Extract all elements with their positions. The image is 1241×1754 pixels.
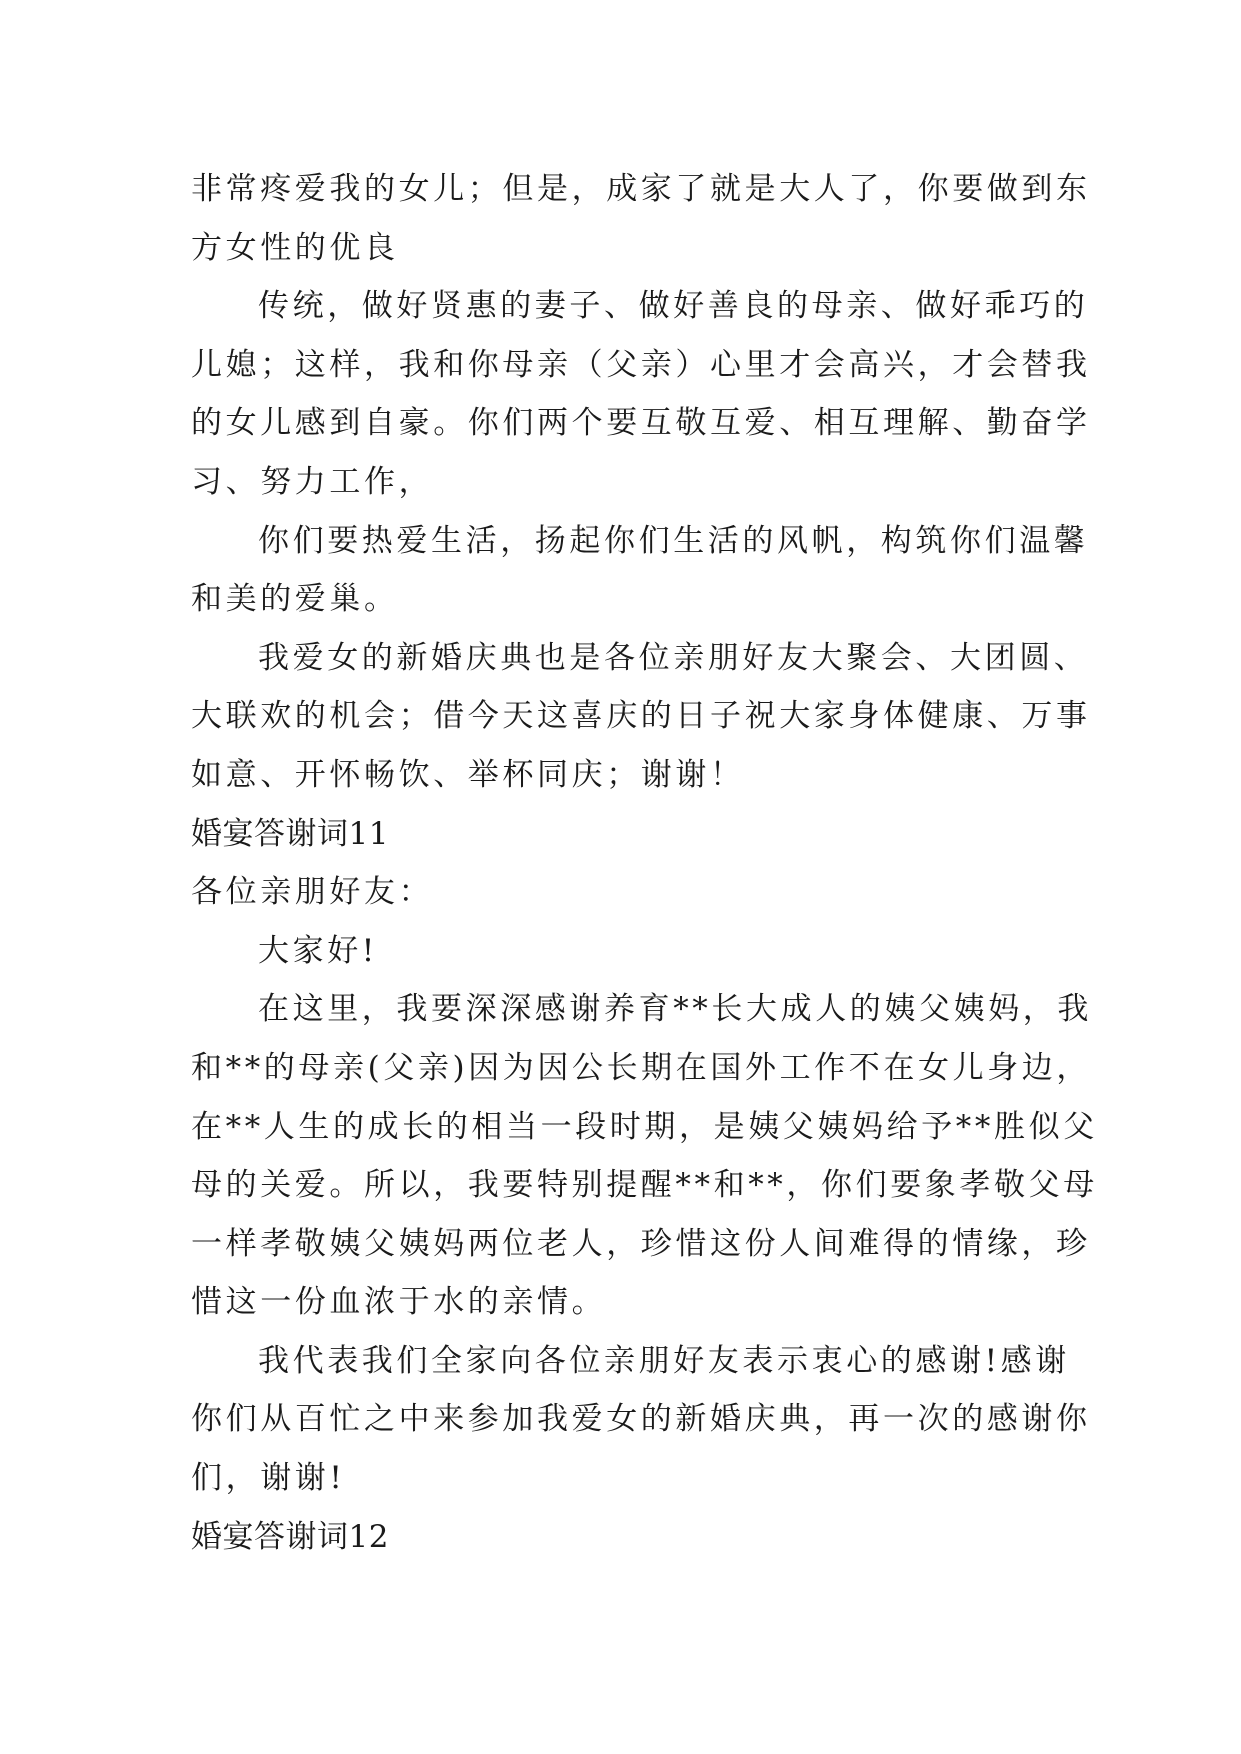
document-body xyxy=(191,160,1098,1566)
text-line: 你们要热爱生活，扬起你们生活的风帆，构筑你们温馨 xyxy=(258,522,1089,559)
heading-text: 婚宴答谢词12 xyxy=(191,1518,389,1555)
text-line: 惜这一份血浓于水的亲情。 xyxy=(191,1284,607,1321)
paragraph xyxy=(191,277,1091,511)
paragraph xyxy=(191,863,1066,922)
text-line: 传统，做好贤惠的妻子、做好善良的母亲、做好乖巧的 xyxy=(258,288,1089,325)
text-line: 我爱女的新婚庆典也是各位亲朋好友大聚会、大团圆、 xyxy=(258,639,1089,676)
text-line: 我代表我们全家向各位亲朋好友表示衷心的感谢!感谢 xyxy=(258,1342,1070,1379)
paragraph xyxy=(191,922,1066,981)
text-line: 儿媳；这样，我和你母亲（父亲）心里才会高兴，才会替我 xyxy=(191,346,1091,383)
text-line: 一样孝敬姨父姨妈两位老人，珍惜这份人间难得的情缘，珍 xyxy=(191,1225,1091,1262)
paragraph xyxy=(191,629,1091,805)
text-line: 各位亲朋好友： xyxy=(191,874,434,911)
text-line: 大家好! xyxy=(258,932,378,969)
text-line: 大联欢的机会；借今天这喜庆的日子祝大家身体健康、万事 xyxy=(191,698,1091,735)
section-heading xyxy=(191,805,1066,864)
text-line: 和美的爱巢。 xyxy=(191,581,399,618)
text-line: 和**的母亲(父亲)因为因公长期在国外工作不在女儿身边， xyxy=(191,1049,1091,1086)
text-line: 们，谢谢! xyxy=(191,1460,346,1497)
text-line: 方女性的优良 xyxy=(191,229,399,266)
paragraph xyxy=(191,980,1098,1332)
text-line: 在**人生的成长的相当一段时期，是姨父姨妈给予**胜似父 xyxy=(191,1108,1098,1145)
section-heading xyxy=(191,1508,1066,1567)
text-line: 如意、开怀畅饮、举杯同庆；谢谢！ xyxy=(191,756,745,793)
paragraph xyxy=(191,512,1089,629)
text-line: 非常疼爱我的女儿；但是，成家了就是大人了，你要做到东 xyxy=(191,171,1091,207)
text-line: 你们从百忙之中来参加我爱女的新婚庆典，再一次的感谢你 xyxy=(191,1401,1091,1438)
paragraph xyxy=(191,160,1091,277)
paragraph xyxy=(191,1332,1091,1508)
text-line: 母的关爱。所以，我要特别提醒**和**，你们要象孝敬父母 xyxy=(191,1167,1098,1204)
text-line: 在这里，我要深深感谢养育**长大成人的姨父姨妈，我 xyxy=(258,991,1092,1028)
text-line: 的女儿感到自豪。你们两个要互敬互爱、相互理解、勤奋学 xyxy=(191,405,1091,442)
heading-text: 婚宴答谢词11 xyxy=(191,815,389,852)
text-line: 习、努力工作， xyxy=(191,463,434,500)
